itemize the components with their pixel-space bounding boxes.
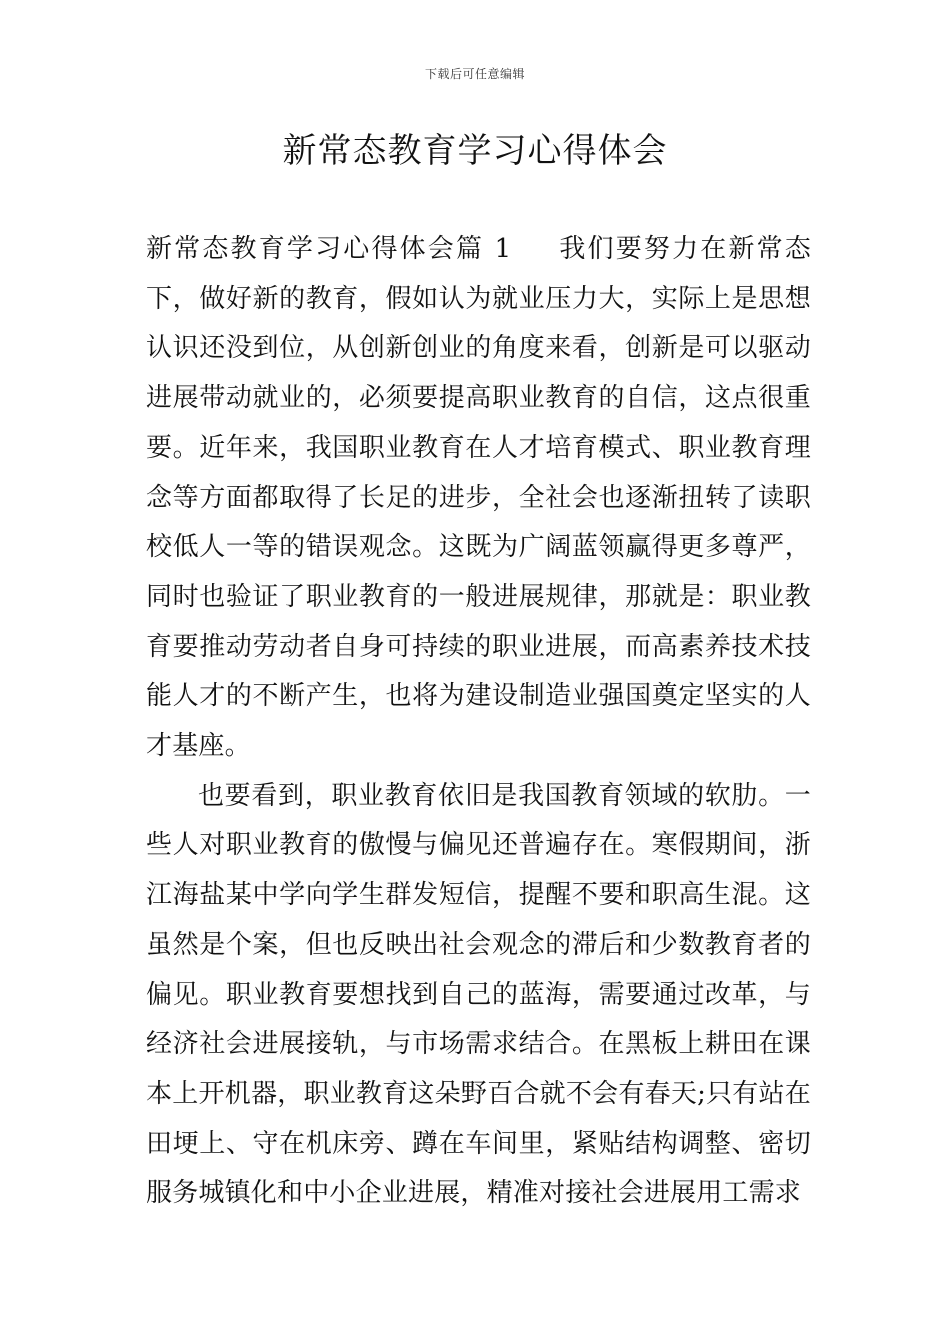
- header-note: 下载后可任意编辑: [424, 67, 525, 81]
- section-heading: 新常态教育学习心得体会篇 1: [146, 234, 512, 264]
- paragraph-1-text: 我们要努力在新常态下，做好新的教育，假如认为就业压力大，实际上是思想认识还没到位，从创新创业的角度来看，创新是可以驱动进展带动就业的，必须要提高职业教育的自信，这点很重要。近年来，我国职业教育在人才培育模式、职业教育理念等方面都取得了长足的进步，全社会也逐渐扭转了读职校低人一等的错误观念。这既为广阔蓝领赢得更多尊严，同时也验证了职业教育的一般进展规律，那就是：职业教育要推动劳动者自身可持续的职业进展，而高素养技术技能人才的不断产生，也将为建设制造业强国奠定坚实的人才基座。: [146, 234, 811, 762]
- document-body: [146, 225, 811, 1219]
- paragraph-1: [146, 225, 811, 772]
- paragraph-2: 也要看到，职业教育依旧是我国教育领域的软肋。一些人对职业教育的傲慢与偏见还普遍存在。寒假期间，浙江海盐某中学向学生群发短信，提醒不要和职高生混。这虽然是个案，但也反映出社会观念的滞后和少数教育者的偏见。职业教育要想找到自己的蓝海，需要通过改革，与经济社会进展接轨，与市场需求结合。在黑板上耕田在课本上开机器，职业教育这朵野百合就不会有春天;只有站在田埂上、守在机床旁、蹲在车间里，紧贴结构调整、密切服务城镇化和中小企业进展，精准对接社会进展用工需求: [146, 780, 811, 1209]
- document-title: 新常态教育学习心得体会: [282, 131, 668, 171]
